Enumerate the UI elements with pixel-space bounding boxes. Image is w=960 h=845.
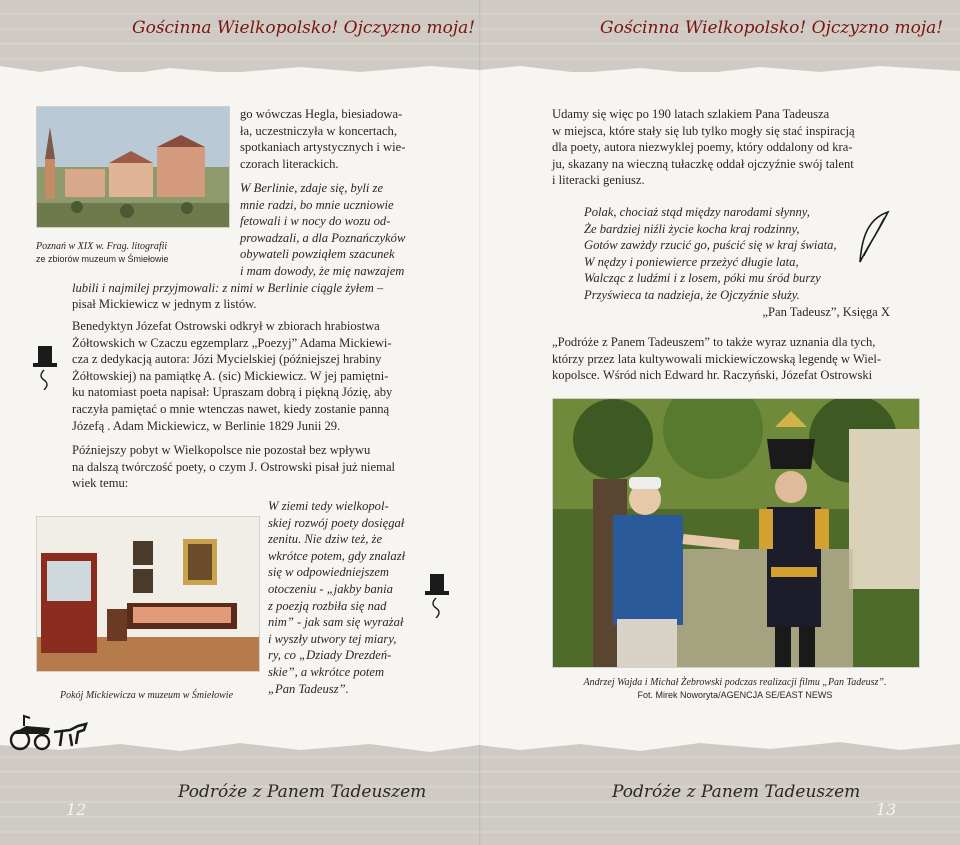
left-quote-1-cont: lubili i najmilej przyjmowali: z nimi w Berlinie ciągle żyłem –	[72, 281, 384, 295]
room-caption: Pokój Mickiewicza w muzeum w Śmiełowie	[60, 690, 234, 701]
gutter	[479, 0, 481, 845]
pan-tadeusz-poem: Polak, chociaż stąd między narodami słynny, Że bardziej niźli życie kocha kraj rodzinny, Gotów zawżdy rzucić go, puścić się w kraj świata, W nędzy i poniewierce przeżyć długie lata, Walcząc z ludźmi i z losem, póki mu śród burzy Przyświeca ta nadzieja, że Ojczyźnie służy.	[584, 205, 837, 302]
running-header-right: Gościnna Wielkopolsko! Ojczyzno moja!	[600, 18, 944, 38]
poem-source: „Pan Tadeusz”, Księga X	[762, 305, 890, 319]
top-hat-icon	[30, 344, 60, 390]
left-paragraph-3: Późniejszy pobyt w Wielkopolsce nie pozostał bez wpływu na dalszą twórczość poety, o czym J. Ostrowski pisał już niemal wiek temu:	[72, 443, 396, 491]
photo-caption: Andrzej Wajda i Michał Żebrowski podczas realizacji filmu „Pan Tadeusz”. Fot. Mirek Noworyta/AGENCJA SE/EAST NEWS	[583, 677, 887, 700]
running-header-left: Gościnna Wielkopolsko! Ojczyzno moja!	[132, 18, 476, 38]
right-paragraph-1: Udamy się więc po 190 latach szlakiem Pana Tadeusza w miejsca, które stały się lub tylko mogły się stać inspiracją dla poety, autora niezwyklej poemy, który oddalony od kra- ju, skazany na wieczną tułaczkę oddał ojczyźnie swój talent i literacki geniusz.	[552, 107, 855, 188]
mickiewicz-room-image	[36, 516, 260, 672]
right-paragraph-2: „Podróże z Panem Tadeuszem” to także wyraz uznania dla tych, którzy przez lata kultywowali mickiewiczowską legendę w Wiel- kopolsce. Wśród nich Edward hr. Raczyński, Józefat Ostrowski	[552, 335, 882, 383]
top-hat-icon-2	[422, 572, 452, 618]
left-quote-1: W Berlinie, zdaje się, byli ze mnie radzi, bo mnie uczniowie fetowali i w nocy do wozu od- prowadzali, a dla Poznańczyków obywateli powziąłem szacunek i mam dowody, że mię nawzajem	[240, 181, 406, 278]
page-number-left: 12	[66, 800, 87, 819]
poznan-lithograph-image	[36, 106, 230, 228]
wajda-zebrowski-photo	[552, 398, 920, 668]
left-quote-1-attribution: pisał Mickiewicz w jednym z listów.	[72, 297, 257, 311]
left-quote-2: W ziemi tedy wielkopol- skiej rozwój poety dosięgał zenitu. Nie dziw też, że wkrótce potem, gdy znalazł się w odpowiedniejszem otoczeniu - „jakby bania z poezją rozbiła się nad nim” - jak sam się wyrażał i wyszły utwory tej miary, ry, co „Dziady Drezdeń- skie”, a wkrótce potem „Pan Tadeusz”.	[268, 499, 406, 696]
page-number-right: 13	[876, 800, 897, 819]
quill-feather-icon	[856, 210, 892, 266]
running-footer-left: Podróże z Panem Tadeuszem	[178, 782, 427, 802]
horse-carriage-icon	[6, 712, 90, 752]
lithograph-caption: Poznań w XIX w. Frag. litografii ze zbiorów muzeum w Śmiełowie	[36, 241, 169, 264]
left-paragraph-2: Benedyktyn Józefat Ostrowski odkrył w zbiorach hrabiostwa Żółtowskich w Czaczu egzemplarz „Poezyj” Adama Mickiewi- cza z dedykacją autora: Józi Mycielskiej (późniejszej hrabiny Żółtowskiej) na pamiątkę A. (sic) Mickiewicz. W jej pamiętni- ku natomiast poeta napisał: Upraszam dobrą i piękną Józię, aby raczyła pamiętać o mnie wtenczas nawet, kiedy zostanie panną Józefą . Adam Mickiewicz, w Berlinie 1829 Junii 29.	[72, 319, 393, 433]
running-footer-right: Podróże z Panem Tadeuszem	[612, 782, 861, 802]
left-paragraph-1: go wówczas Hegla, biesiadowa- ła, uczestniczyła w koncertach, spotkaniach artystycznych i wie- czorach literackich.	[240, 107, 406, 171]
